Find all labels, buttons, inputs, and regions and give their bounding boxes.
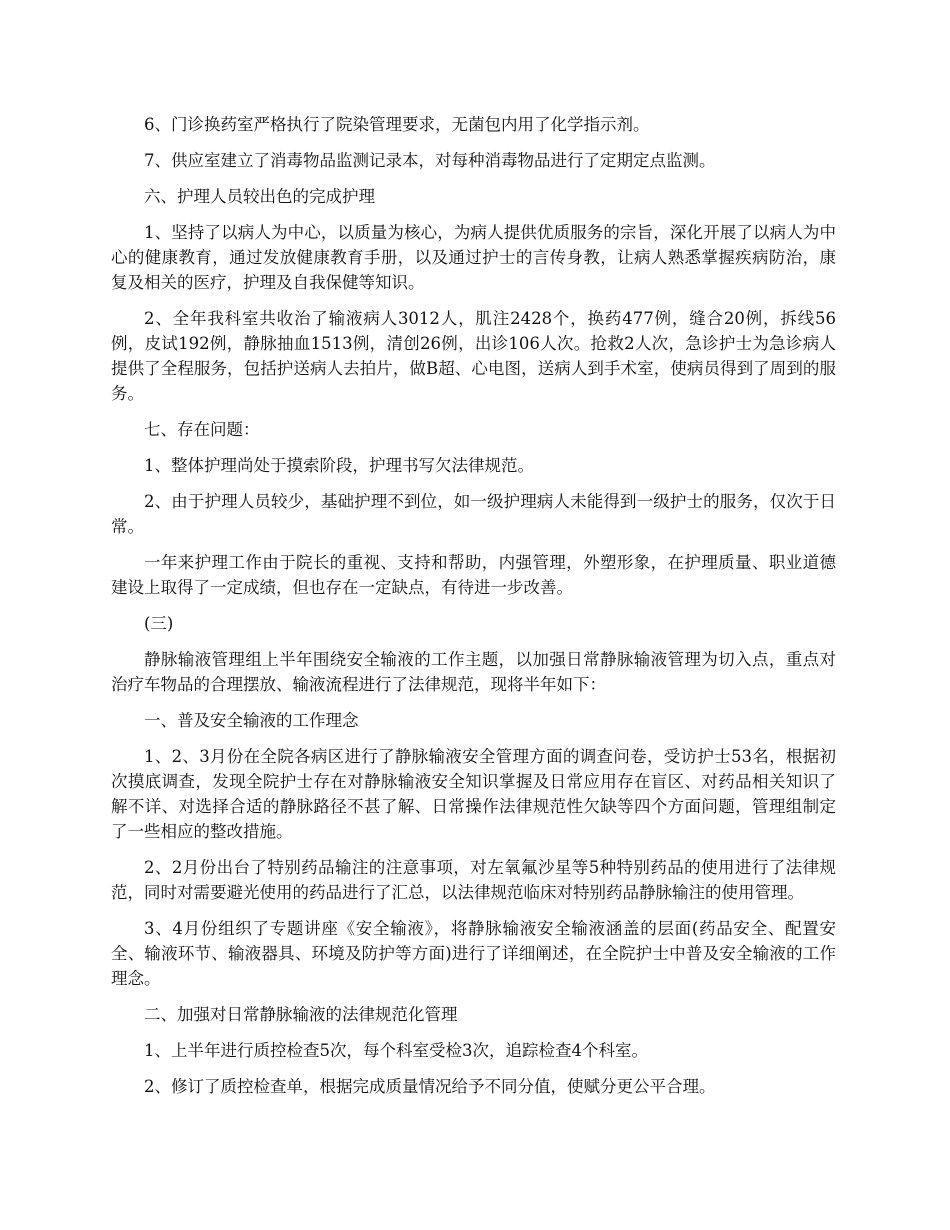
paragraph: 6、门诊换药室严格执行了院染管理要求，无菌包内用了化学指示剂。 <box>144 115 650 134</box>
paragraph: 2、全年我科室共收治了输液病人3012人，肌注2428个，换药477例，缝合20例，拆线56例，皮试192例，静脉抽血1513例，清创26例，出诊106人次。抢救2人次，急诊护士为急诊病人提供了全程服务，包括护送病人去拍片，做B超、心电图，送病人到手术室，使病员得到了周到的服务。 <box>111 309 836 403</box>
section-heading: 七、存在问题： <box>144 420 260 439</box>
paragraph: 2、修订了质控检查单，根据完成质量情况给予不同分值，使赋分更公平合理。 <box>144 1077 716 1096</box>
paragraph: 1、上半年进行质控检查5次，每个科室受检3次，追踪检查4个科室。 <box>144 1041 648 1060</box>
section-number: (三) <box>144 614 174 633</box>
paragraph: 3、4月份组织了专题讲座《安全输液》，将静脉输液安全输液涵盖的层面(药品安全、配置安全、输液环节、输液器具、环境及防护等方面)进行了详细阐述，在全院护士中普及安全输液的工作理念。 <box>111 919 836 988</box>
paragraph: 7、供应室建立了消毒物品监测记录本，对每种消毒物品进行了定期定点监测。 <box>144 151 716 170</box>
section-heading: 六、护理人员较出色的完成护理 <box>144 187 375 206</box>
paragraph: 1、坚持了以病人为中心，以质量为核心，为病人提供优质服务的宗旨，深化开展了以病人为中心的健康教育，通过发放健康教育手册，以及通过护士的言传身教，让病人熟悉掌握疾病防治，康复及相关的医疗，护理及自我保健等知识。 <box>111 223 836 292</box>
paragraph: 1、整体护理尚处于摸索阶段，护理书写欠法律规范。 <box>144 456 534 475</box>
paragraph: 一年来护理工作由于院长的重视、支持和帮助，内强管理，外塑形象，在护理质量、职业道德建设上取得了一定成绩，但也存在一定缺点，有待进一步改善。 <box>111 553 836 597</box>
section-heading: 一、普及安全输液的工作理念 <box>144 711 359 730</box>
paragraph: 1、2、3月份在全院各病区进行了静脉输液安全管理方面的调查问卷，受访护士53名，根据初次摸底调查，发现全院护士存在对静脉输液安全知识掌握及日常应用存在盲区、对药品相关知识了解不详、对选择合适的静脉路径不甚了解、日常操作法律规范性欠缺等四个方面问题，管理组制定了一些相应的整改措施。 <box>111 747 836 841</box>
paragraph: 静脉输液管理组上半年围绕安全输液的工作主题，以加强日常静脉输液管理为切入点，重点对治疗车物品的合理摆放、输液流程进行了法律规范，现将半年如下： <box>111 650 836 694</box>
section-heading: 二、加强对日常静脉输液的法律规范化管理 <box>144 1005 458 1024</box>
paragraph: 2、由于护理人员较少，基础护理不到位，如一级护理病人未能得到一级护士的服务，仅次于日常。 <box>111 492 836 536</box>
document-body <box>111 112 836 1110</box>
paragraph: 2、2月份出台了特别药品输注的注意事项，对左氧氟沙星等5种特别药品的使用进行了法律规范，同时对需要避光使用的药品进行了汇总，以法律规范临床对特别药品静脉输注的使用管理。 <box>111 858 836 902</box>
